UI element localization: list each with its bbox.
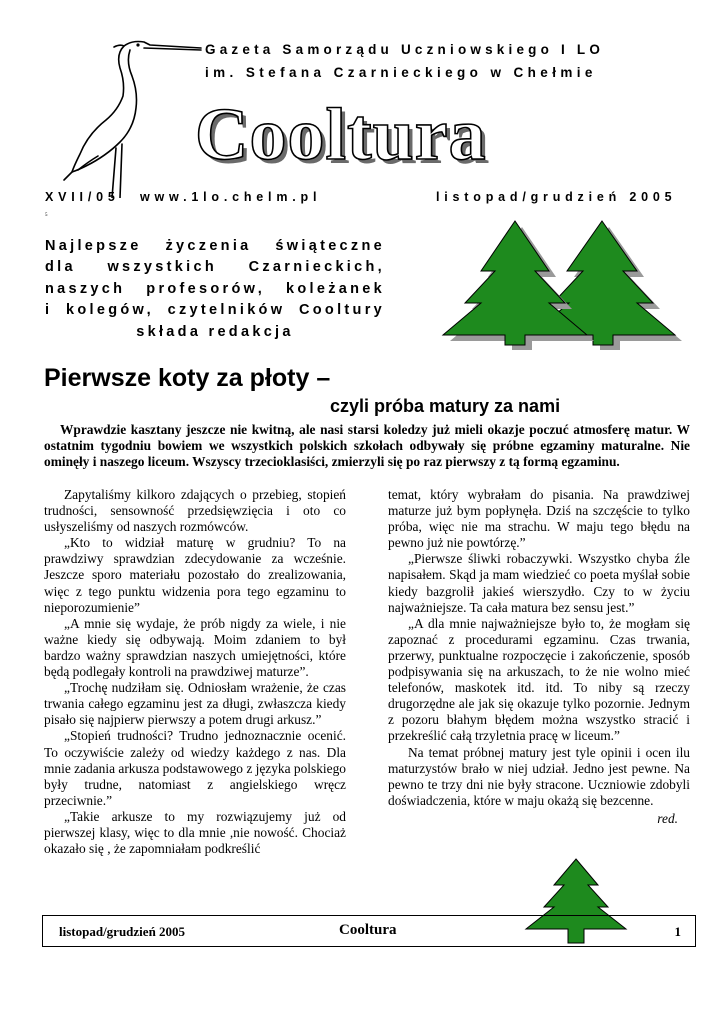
paragraph [44,728,346,808]
masthead-title: Cooltura [195,94,487,176]
paragraph [44,616,346,680]
issue-number: XVII/05 [45,190,120,204]
paragraph-text: „Takie arkusze to my rozwiązujemy już od pierwszej klasy, więc to dla mnie ,nie nowość. Chociaż okazało się , że zapomniałam podkreślić [44,808,346,857]
header-line-2: im. Stefana Czarnieckiego w Chełmie [205,65,597,80]
paragraph-text: „Kto to widział maturę w grudniu? To na prawdziwy sprawdzian zdecydowanie za wcześnie. Jeszcze sporo materiału pozostało do zrealizowania, więc z tego punktu widzenia pora tego egzaminu to nieporozumienie” [44,535,346,615]
article-signature: red. [657,810,678,826]
paragraph-text: Na temat próbnej matury jest tyle opinii i ocen ilu maturzystów brało w niej udział. Jedno jest pewne. Na pewno te trzy dni nie były stracone. Uczniowie zdobyli doświadczenia, które w maju okażą się bezcenne. [388,744,690,808]
paragraph [44,535,346,615]
paragraph-text: Zapytaliśmy kilkoro zdających o przebieg, stopień trudności, sensowność przedsięwzięcia i oto co usłyszeliśmy od naszych rozmówców. [44,487,346,535]
paragraph-text: temat, który wybrałam do pisania. Na prawdziwej maturze już bym popłynęła. Dziś na szczęście to tylko próba, więc nie ma strachu. W maju tego błędu na pewno już nie powtórzę.” [388,487,690,551]
article-title: Pierwsze koty za płoty – [44,364,331,392]
footer-title: Cooltura [339,922,397,938]
article-lead [44,422,690,470]
paragraph [388,745,690,809]
header-line-1: Gazeta Samorządu Uczniowskiego I LO [205,42,605,57]
article-column-right [388,487,690,827]
holiday-greeting [45,236,385,343]
paragraph [44,809,346,857]
paragraph [44,680,346,728]
greeting-line: naszych profesorów, koleżanek [45,280,385,297]
page-number: 1 [674,924,681,939]
footer-date: listopad/grudzień 2005 [59,924,186,939]
paragraph-text: „Trochę nudziłam się. Odniosłam wrażenie, że czas trwania całego egzaminu jest za długi, zwłaszcza kiedy pisało się najpierw pierwszy a potem drugi arkusz.” [44,680,346,728]
greeting-line: dla wszystkich Czarnieckich, [45,259,385,276]
paragraph-text: „A mnie się wydaje, że prób nigdy za wiele, i nie ważne kiedy się odbywają. Moim zdaniem to był bardzo ważny sprawdzian naszych umiejętności, które będą podlegały kontroli na prawdziwej maturze”. [44,615,346,680]
issue-date: listopad/grudzień 2005 [436,190,677,204]
heron-logo [58,38,203,198]
website-url: www.1lo.chelm.pl [140,190,322,204]
article-column-left [44,487,346,857]
paragraph [388,616,690,745]
paragraph [44,487,346,535]
paragraph-text: „A dla mnie najważniejsze było to, że mogłam się zapoznać z procedurami egzaminu. Czas trwania, przerwy, punktualne rozpoczęcie i zakończenie, sposób podpisywania się na arkuszach, to że nie wolno mieć telefonów, maskotek itd. itd. To niby są rzeczy drugorzędne ale jak się okazuje tylko pozornie. Jednym z pozoru błahym błędem można wszystko stracić i przekreślić całą trzyletnia pracę w liceum.” [388,615,690,744]
tiny-mark: 5 [45,213,48,218]
paragraph [388,487,690,551]
greeting-line: składa redakcja [136,323,294,340]
paragraph-text: „Pierwsze śliwki robaczywki. Wszystko chyba źle napisałem. Skąd ja mam wiedzieć co poeta myślał sobie kiedy bazgrolił jakieś wierszydło. Czy to w życiu najważniejsze. Ta cała matura bez sensu jest.” [388,551,690,615]
greeting-line: i kolegów, czytelników Cooltury [45,302,385,319]
lead-text: Wprawdzie kasztany jeszcze nie kwitną, ale nasi starsi koledzy już mieli okazje poczuć atmosferę matur. W ostatnim tygodniu bowiem we wszystkich polskich szkołach odbywały się próbne egzaminy maturalne. Nie ominęły i naszego liceum. Wszyscy trzecioklasiści, zmierzyli się po raz pierwszy z tą formą egzaminu. [44,422,690,469]
page-footer [42,915,696,947]
paragraph-text: „Stopień trudności? Trudno jednoznacznie ocenić. To oczywiście zależy od wiedzy każdego z nas. Dla mnie zadania arkusza podstawowego z języka polskiego były trudne, natomiast z angielskiego wręcz przeciwnie.” [44,728,346,808]
article-subtitle: czyli próba matury za nami [330,396,561,416]
paragraph [388,551,690,615]
christmas-trees-illustration [440,215,682,350]
greeting-line: Najlepsze życzenia świąteczne [45,238,385,254]
